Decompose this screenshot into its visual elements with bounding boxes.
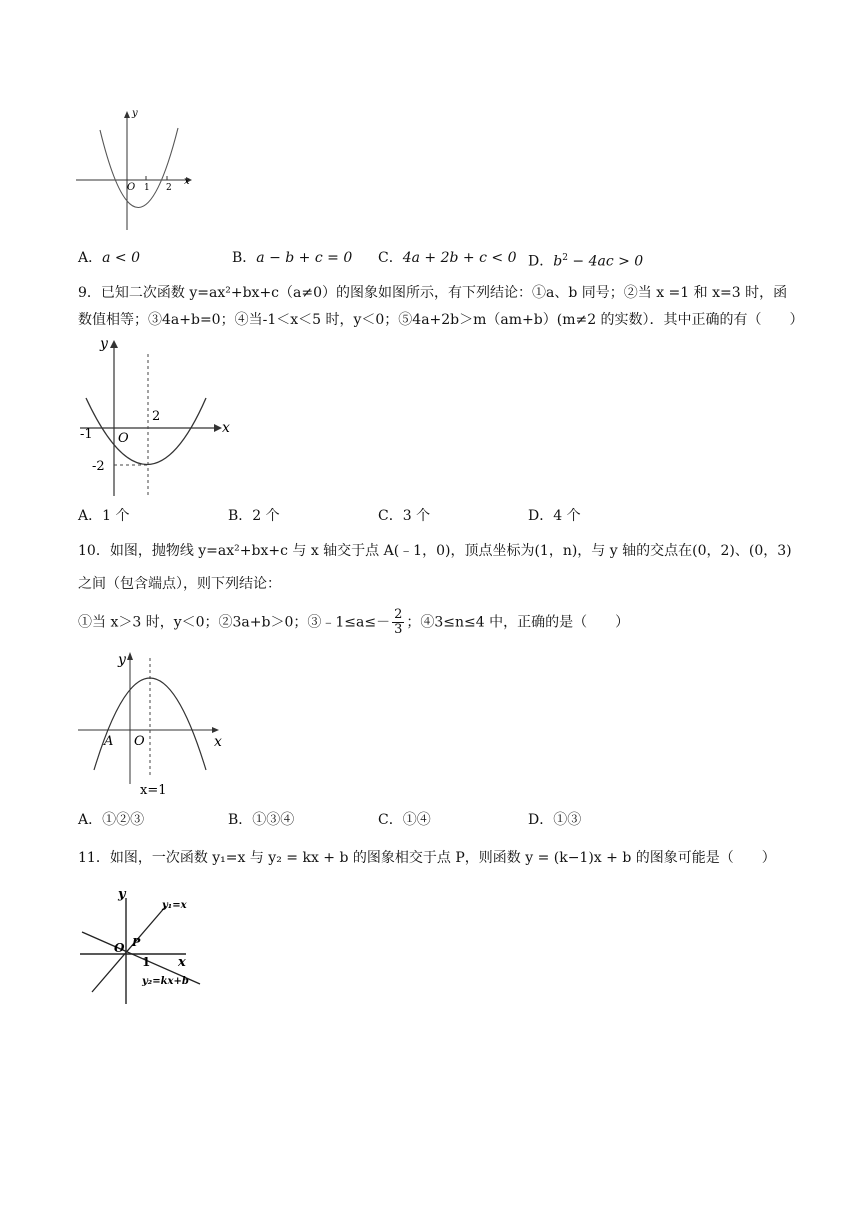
q8-option-c [378,248,516,268]
q9-stem-line-1: 9．已知二次函数 y=ax²+bx+c（a≠0）的图象如图所示，有下列结论：①a、b 同号；②当 x =1 和 x=3 时，函 [78,285,788,301]
q10-fraction [392,608,404,637]
q11-stem-line: 11．如图，一次函数 y₁=x 与 y₂ = kx + b 的图象相交于点 P，则函数 y = (k−1)x + b 的图象可能是（ ） [78,850,776,866]
q10-option-d-text: ①③ [553,812,582,828]
q10-option-c [378,810,431,830]
q10-option-c-text: ①④ [402,812,431,828]
q9-x-arrow-icon [214,424,222,432]
q8-option-c-label: C． [378,250,403,266]
q9-option-b [228,506,280,526]
q10-y-label: y [118,652,126,668]
q8-tick-label-1: 1 [144,183,150,193]
q11-one-label: 1 [142,955,151,969]
q11-point-p-label: P [132,936,141,949]
q9-parabola-curve [86,398,206,465]
q10-stem-line-1: 10．如图，抛物线 y=ax²+bx+c 与 x 轴交于点 A(﹣1，0)，顶点坐标为(1，n)，与 y 轴的交点在(0，2)、(0，3) [78,543,792,559]
q9-option-a [78,506,129,526]
q10-stem-line-3 [78,608,629,637]
q8-option-d-label: D． [528,253,554,270]
q8-option-d [528,248,643,272]
q10-point-a-label: A [104,734,114,749]
q9-option-b-text: 2 个 [252,508,280,524]
q10-parabola-figure [74,646,234,798]
q9-parabola-figure [74,336,244,502]
q10-line3-part-a: ①当 x＞3 时，y＜0；②3a+b＞0；③﹣1≤a≤－ [78,614,391,631]
q9-option-c-text: 3 个 [402,508,431,524]
q10-fraction-numerator: 2 [394,607,403,622]
q9-x-label: x [222,420,230,436]
q8-option-d-rest: − 4ac > 0 [567,253,644,270]
q10-option-d [528,810,581,830]
q11-x-label: x [178,955,186,970]
q8-option-d-base: b [553,253,563,270]
q9-y-label: y [100,336,108,352]
q11-origin-label: O [114,941,125,955]
q11-y1-label: y₁=x [162,900,187,911]
q9-option-c [378,506,430,526]
q10-x-label: x [214,734,222,750]
q9-option-d-label: D． [528,508,554,524]
q10-option-c-label: C． [378,812,403,828]
q10-option-a-label: A． [78,812,103,828]
q9-neg2-label: -2 [92,459,105,474]
q9-origin-label: O [118,431,129,446]
q10-fraction-denominator: 3 [394,622,403,637]
q9-y-arrow-icon [110,340,118,348]
q9-two-label: 2 [152,409,161,424]
q9-option-d-text: 4 个 [553,508,581,524]
q9-option-a-text: 1 个 [102,508,130,524]
q8-parabola-figure [74,108,194,233]
q9-option-d [528,506,581,526]
q10-axis-eq-label: x=1 [140,783,167,798]
q10-y-arrow-icon [127,652,133,660]
q9-option-b-label: B． [228,508,253,524]
q10-option-d-label: D． [528,812,554,828]
q8-option-b-label: B． [232,250,257,266]
q10-option-a-text: ①②③ [102,812,145,828]
q11-lines-figure [74,884,214,1012]
q10-origin-label: O [134,734,145,749]
q9-option-a-label: A． [78,508,103,524]
q9-neg1-label: -1 [80,427,93,442]
q8-option-c-expr: 4a + 2b + c < 0 [402,250,517,266]
q9-stem-line-2: 数值相等；③4a+b=0；④当-1＜x＜5 时，y＜0；⑤4a+2b＞m（am+b）(m≠2 的实数）．其中正确的有（ ） [78,312,804,328]
q8-option-a-expr: a < 0 [102,250,141,266]
q8-x-label: x [184,176,190,187]
q8-option-a-label: A． [78,250,103,266]
q8-parabola-curve [100,128,178,208]
q8-option-b [232,248,352,268]
q8-tick-label-2: 2 [166,183,172,193]
q10-x-arrow-icon [212,727,219,733]
q11-y2-label: y₂=kx+b [142,976,189,987]
q11-y-label: y [118,887,126,902]
q10-option-a [78,810,144,830]
q10-option-b-label: B． [228,812,253,828]
q8-origin-label: O [127,182,136,193]
q10-option-b [228,810,294,830]
q10-stem-line-2: 之间（包含端点），则下列结论： [78,576,281,592]
q9-option-c-label: C． [378,508,403,524]
q8-option-d-sup: 2 [562,253,568,263]
q8-y-label: y [132,108,138,119]
q8-option-a [78,248,140,268]
q10-option-b-text: ①③④ [252,812,295,828]
q8-y-arrow-icon [124,111,130,118]
q10-line3-part-b: ；④3≤n≤4 中，正确的是（ ） [406,614,630,631]
q8-option-b-expr: a − b + c = 0 [256,250,353,266]
